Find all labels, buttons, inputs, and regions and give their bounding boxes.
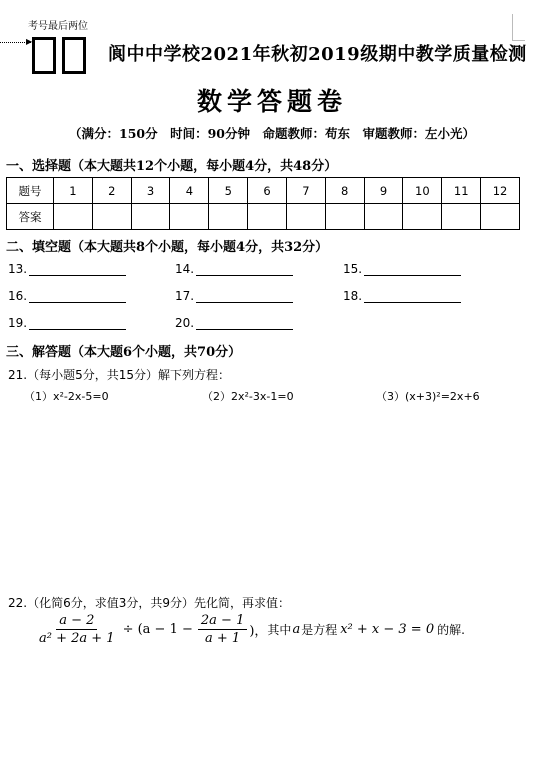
blank-line[interactable] [29, 317, 126, 330]
page-corner-mark [512, 14, 525, 41]
blank-number: 18. [343, 289, 363, 303]
question-number-cell: 1 [54, 178, 93, 204]
blank-line[interactable] [196, 317, 293, 330]
blank-number: 15. [343, 262, 363, 276]
fraction-2-denominator: a + 1 [205, 631, 241, 646]
answer-cell[interactable] [170, 204, 209, 230]
blank-13 [8, 262, 126, 276]
question-number-cell: 7 [286, 178, 325, 204]
section-heading-fill: 二、填空题（本大题共8个小题，每小题4分，共32分） [6, 240, 329, 255]
question-number-cell: 11 [442, 178, 481, 204]
answer-cell[interactable] [54, 204, 93, 230]
question-number-cell: 10 [403, 178, 442, 204]
question-number-cell: 3 [131, 178, 170, 204]
closing-paren: )， [249, 624, 268, 639]
answer-cell[interactable] [209, 204, 248, 230]
blank-line[interactable] [29, 290, 126, 303]
answer-cell[interactable] [248, 204, 287, 230]
blank-line[interactable] [196, 263, 293, 276]
blank-19 [8, 316, 126, 330]
blank-line[interactable] [196, 290, 293, 303]
blank-line[interactable] [29, 263, 126, 276]
exam-number-label: 考号最后两位 [28, 21, 88, 32]
blank-14 [175, 262, 293, 276]
answer-cell[interactable] [364, 204, 403, 230]
fraction-1-numerator: a − 2 [56, 613, 97, 630]
question-number-cell: 5 [209, 178, 248, 204]
section-heading-choice: 一、选择题（本大题共12个小题，每小题4分，共48分） [6, 159, 338, 174]
fraction-1-denominator: a² + 2a + 1 [39, 631, 115, 646]
blank-line[interactable] [364, 263, 461, 276]
blank-number: 17. [175, 289, 195, 303]
variable-a: a [292, 622, 301, 637]
arrow-head-icon: ▶ [26, 37, 33, 46]
question-number-cell: 12 [481, 178, 520, 204]
blank-20 [175, 316, 293, 330]
condition-pre: 其中 [267, 623, 292, 637]
question-22-answer-area[interactable] [20, 660, 520, 770]
blank-number: 13. [8, 262, 28, 276]
question-number-cell: 8 [325, 178, 364, 204]
question-21-equation-3: （3）(x+3)²=2x+6 [376, 390, 480, 403]
answer-cell[interactable] [442, 204, 481, 230]
answer-cell[interactable] [325, 204, 364, 230]
question-22-expression [34, 613, 465, 646]
question-21-stem: 21.（每小题5分，共15分）解下列方程： [8, 368, 230, 382]
question-22-stem: 22.（化简6分，求值3分，共9分）先化简，再求值： [8, 596, 290, 610]
answer-cell[interactable] [286, 204, 325, 230]
condition-post: 的解. [437, 623, 465, 637]
blank-number: 20. [175, 316, 195, 330]
question-21-answer-area[interactable] [20, 410, 520, 582]
exam-number-digit-box-1[interactable] [32, 37, 56, 74]
section-heading-solve: 三、解答题（本大题6个小题，共70分） [6, 345, 242, 360]
answer-cell[interactable] [403, 204, 442, 230]
answer-cell[interactable] [481, 204, 520, 230]
answer-cell[interactable] [92, 204, 131, 230]
fraction-1 [36, 613, 118, 646]
document-title: 数学答题卷 [196, 87, 347, 116]
division-part: ÷ (a − 1 − [122, 622, 193, 637]
fraction-2 [198, 613, 247, 646]
question-number-cell: 2 [92, 178, 131, 204]
choice-answer-table [6, 177, 520, 230]
question-number-cell: 9 [364, 178, 403, 204]
blank-number: 16. [8, 289, 28, 303]
school-title: 阆中中学校2021年秋初2019级期中教学质量检测 [108, 44, 527, 65]
blank-number: 19. [8, 316, 28, 330]
fraction-2-numerator: 2a − 1 [198, 613, 247, 630]
blank-number: 14. [175, 262, 195, 276]
blank-18 [343, 289, 461, 303]
condition-mid: 是方程 [301, 623, 338, 637]
blank-16 [8, 289, 126, 303]
row-label-question: 题号 [7, 178, 54, 204]
answer-cell[interactable] [131, 204, 170, 230]
question-number-cell: 4 [170, 178, 209, 204]
answer-row [7, 204, 520, 230]
row-label-answer: 答案 [7, 204, 54, 230]
question-number-row [7, 178, 520, 204]
blank-line[interactable] [364, 290, 461, 303]
question-21-equation-2: （2）2x²-3x-1=0 [202, 390, 294, 403]
blank-15 [343, 262, 461, 276]
blank-17 [175, 289, 293, 303]
condition-equation: x² + x − 3 = 0 [340, 622, 435, 637]
question-21-equation-1: （1）x²-2x-5=0 [24, 390, 109, 403]
exam-info: （满分：150分 时间：90分钟 命题教师：苟东 审题教师：左小光） [69, 126, 475, 141]
question-number-cell: 6 [248, 178, 287, 204]
exam-number-digit-box-2[interactable] [62, 37, 86, 74]
